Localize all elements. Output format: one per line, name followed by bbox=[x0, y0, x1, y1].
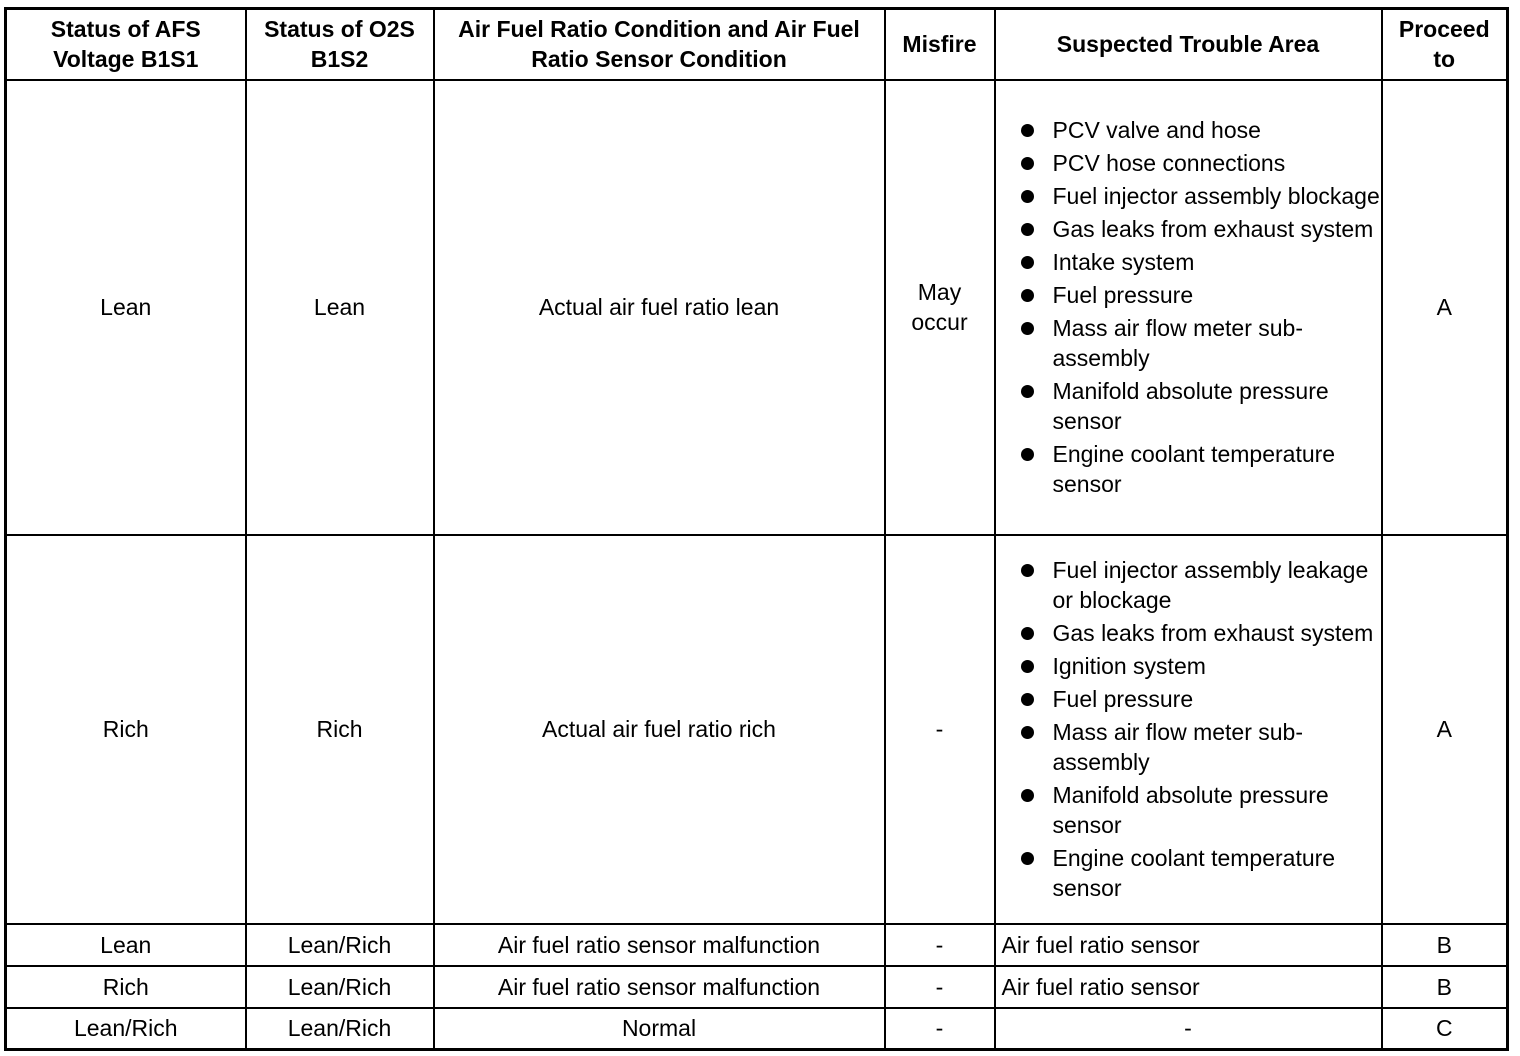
list-item bbox=[1019, 376, 1381, 436]
suspected-area-cell bbox=[995, 80, 1382, 535]
list-item bbox=[1019, 780, 1381, 840]
o2s-status-cell: Lean/Rich bbox=[246, 924, 434, 966]
list-item-text: Mass air flow meter sub-assembly bbox=[1052, 314, 1304, 371]
o2s-status-cell: Lean/Rich bbox=[246, 966, 434, 1008]
list-item-text: PCV valve and hose bbox=[1052, 116, 1261, 143]
list-item-text: Mass air flow meter sub-assembly bbox=[1052, 718, 1304, 775]
condition-cell: Actual air fuel ratio rich bbox=[434, 535, 885, 924]
bullet-icon bbox=[1021, 693, 1034, 706]
suspected-area-cell: Air fuel ratio sensor bbox=[995, 924, 1382, 966]
misfire-cell: - bbox=[885, 535, 995, 924]
table-row bbox=[6, 535, 1508, 924]
header-proceed-to: Proceed to bbox=[1382, 9, 1508, 80]
list-item bbox=[1019, 247, 1381, 277]
list-item bbox=[1019, 717, 1381, 777]
header-suspected-area: Suspected Trouble Area bbox=[995, 9, 1382, 80]
condition-cell: Actual air fuel ratio lean bbox=[434, 80, 885, 535]
list-item bbox=[1019, 181, 1381, 211]
list-item-text: Engine coolant temperature sensor bbox=[1052, 440, 1336, 497]
bullet-icon bbox=[1021, 223, 1034, 236]
list-item bbox=[1019, 280, 1381, 310]
bullet-icon bbox=[1021, 385, 1034, 398]
list-item bbox=[1019, 313, 1381, 373]
suspected-area-list bbox=[996, 115, 1381, 499]
suspected-area-cell: Air fuel ratio sensor bbox=[995, 966, 1382, 1008]
list-item bbox=[1019, 618, 1381, 648]
misfire-cell: - bbox=[885, 1008, 995, 1050]
bullet-icon bbox=[1021, 190, 1034, 203]
header-air-fuel-condition: Air Fuel Ratio Condition and Air Fuel Ratio Sensor Condition bbox=[434, 9, 885, 80]
list-item bbox=[1019, 555, 1381, 615]
list-item bbox=[1019, 843, 1381, 903]
header-o2s-status: Status of O2S B1S2 bbox=[246, 9, 434, 80]
suspected-area-cell: - bbox=[995, 1008, 1382, 1050]
bullet-icon bbox=[1021, 726, 1034, 739]
bullet-icon bbox=[1021, 627, 1034, 640]
o2s-status-cell: Rich bbox=[246, 535, 434, 924]
condition-cell: Normal bbox=[434, 1008, 885, 1050]
diagnostic-table-wrapper bbox=[4, 7, 1506, 1051]
list-item-text: Fuel injector assembly blockage bbox=[1052, 182, 1380, 209]
list-item-text: PCV hose connections bbox=[1052, 149, 1286, 176]
list-item bbox=[1019, 439, 1381, 499]
list-item-text: Gas leaks from exhaust system bbox=[1052, 215, 1374, 242]
list-item-text: Manifold absolute pressure sensor bbox=[1052, 377, 1329, 434]
list-item bbox=[1019, 684, 1381, 714]
afs-status-cell: Lean bbox=[6, 80, 246, 535]
list-item bbox=[1019, 214, 1381, 244]
header-row bbox=[6, 9, 1508, 80]
bullet-icon bbox=[1021, 448, 1034, 461]
afs-status-cell: Lean bbox=[6, 924, 246, 966]
proceed-cell: A bbox=[1382, 535, 1508, 924]
suspected-area-cell bbox=[995, 535, 1382, 924]
bullet-icon bbox=[1021, 289, 1034, 302]
bullet-icon bbox=[1021, 789, 1034, 802]
afs-status-cell: Rich bbox=[6, 966, 246, 1008]
misfire-cell: May occur bbox=[885, 80, 995, 535]
bullet-icon bbox=[1021, 322, 1034, 335]
list-item-text: Fuel pressure bbox=[1052, 281, 1194, 308]
list-item-text: Manifold absolute pressure sensor bbox=[1052, 781, 1329, 838]
suspected-area-list bbox=[996, 555, 1381, 903]
list-item-text: Ignition system bbox=[1052, 652, 1206, 679]
bullet-icon bbox=[1021, 852, 1034, 865]
bullet-icon bbox=[1021, 660, 1034, 673]
list-item bbox=[1019, 651, 1381, 681]
list-item-text: Fuel pressure bbox=[1052, 685, 1194, 712]
proceed-cell: B bbox=[1382, 924, 1508, 966]
list-item-text: Fuel injector assembly leakage or blockage bbox=[1052, 556, 1369, 613]
bullet-icon bbox=[1021, 256, 1034, 269]
header-afs-status: Status of AFS Voltage B1S1 bbox=[6, 9, 246, 80]
misfire-cell: - bbox=[885, 966, 995, 1008]
table-row bbox=[6, 924, 1508, 966]
table-row bbox=[6, 80, 1508, 535]
table-row bbox=[6, 1008, 1508, 1050]
bullet-icon bbox=[1021, 157, 1034, 170]
misfire-cell: - bbox=[885, 924, 995, 966]
proceed-cell: C bbox=[1382, 1008, 1508, 1050]
header-misfire: Misfire bbox=[885, 9, 995, 80]
list-item-text: Engine coolant temperature sensor bbox=[1052, 844, 1336, 901]
table-row bbox=[6, 966, 1508, 1008]
afs-status-cell: Rich bbox=[6, 535, 246, 924]
o2s-status-cell: Lean/Rich bbox=[246, 1008, 434, 1050]
proceed-cell: B bbox=[1382, 966, 1508, 1008]
proceed-cell: A bbox=[1382, 80, 1508, 535]
diagnostic-table bbox=[4, 7, 1509, 1051]
o2s-status-cell: Lean bbox=[246, 80, 434, 535]
condition-cell: Air fuel ratio sensor malfunction bbox=[434, 924, 885, 966]
bullet-icon bbox=[1021, 564, 1034, 577]
list-item-text: Gas leaks from exhaust system bbox=[1052, 619, 1374, 646]
list-item-text: Intake system bbox=[1052, 248, 1195, 275]
list-item bbox=[1019, 148, 1381, 178]
condition-cell: Air fuel ratio sensor malfunction bbox=[434, 966, 885, 1008]
afs-status-cell: Lean/Rich bbox=[6, 1008, 246, 1050]
bullet-icon bbox=[1021, 124, 1034, 137]
list-item bbox=[1019, 115, 1381, 145]
